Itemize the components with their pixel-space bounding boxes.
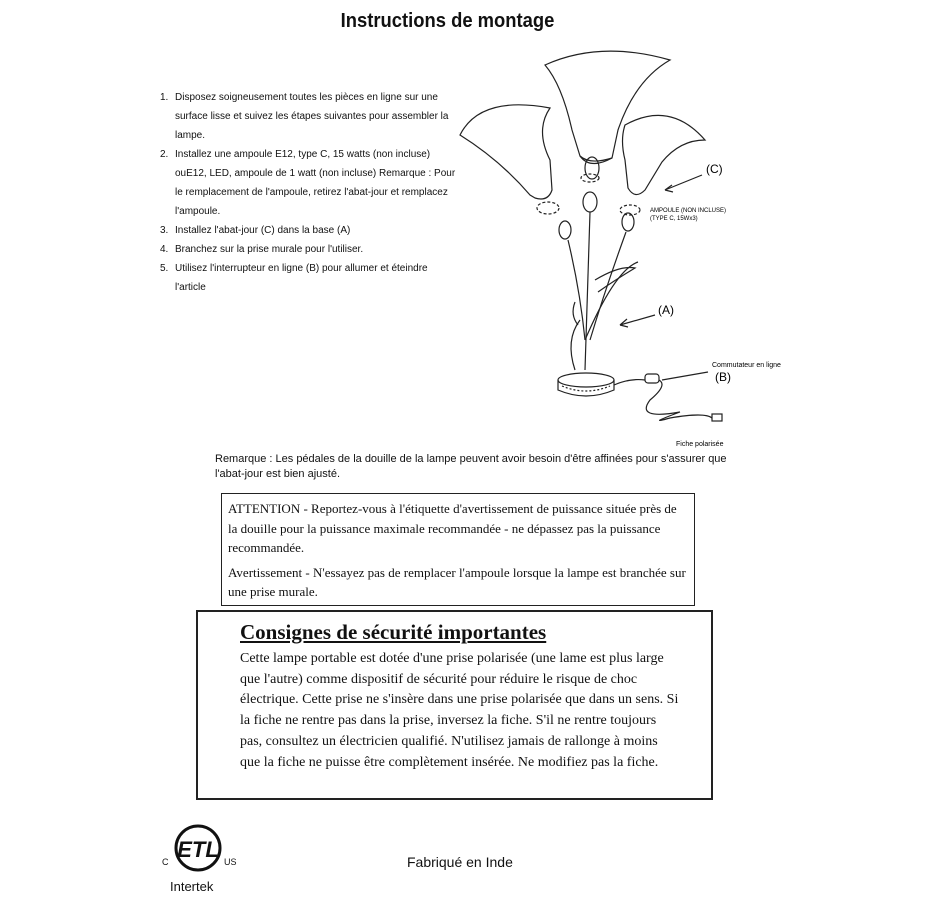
left-bulb <box>559 221 571 239</box>
etl-us: US <box>224 857 237 867</box>
warning-text: Avertissement - N'essayez pas de remplacer l'ampoule lorsque la lampe est branchée sur une prise murale. <box>228 564 686 599</box>
safety-text: Cette lampe portable est dotée d'une prise polarisée (une lame est plus large que l'autre) comme dispositif de sécurité pour réduire le risque de choc électrique. Cette prise ne s'insère dans une prise polarisée que dans un sens. Si la fiche ne rentre pas dans la prise, inversez la fiche. S'il ne rentre toujours pas, consultez un électricien qualifié. N'utilisez jamais de rallonge à moins que la fiche ne puisse être complètement insérée. Ne modifiez pas la fiche. <box>240 651 679 770</box>
right-shade <box>623 115 706 194</box>
label-c: (C) <box>706 162 723 176</box>
lamp-base <box>558 373 614 387</box>
step-number: 3. <box>160 225 169 236</box>
bulb-note-line1: AMPOULE (NON INCLUSE) <box>650 208 727 214</box>
arrow-to-shade <box>665 175 702 190</box>
lamp-illustration <box>440 40 781 450</box>
step-item <box>160 145 460 221</box>
step-item <box>160 88 460 145</box>
label-b: (B) <box>715 370 731 384</box>
step-number: 5. <box>160 263 169 274</box>
inline-switch <box>645 374 659 383</box>
label-a: (A) <box>658 303 674 317</box>
assembly-steps <box>160 88 460 297</box>
plug-label: Fiche polarisée <box>676 441 724 448</box>
step-text: Installez l'abat-jour (C) dans la base (A) <box>175 225 351 236</box>
step-number: 2. <box>160 149 169 160</box>
right-bulb <box>622 213 634 231</box>
etl-mark: ETL <box>177 837 219 862</box>
step-item <box>160 259 460 297</box>
socket-note: Remarque : Les pédales de la douille de la lampe peuvent avoir besoin d'être affinées pour s'assurer que l'abat-jour est bien ajusté. <box>215 453 727 480</box>
etl-certification-logo <box>150 820 260 900</box>
step-text: Disposez soigneusement toutes les pièces en ligne sur une surface lisse et suivez les étapes suivantes pour assembler la lampe. <box>175 92 449 141</box>
attention-text: ATTENTION - Reportez-vous à l'étiquette d'avertissement de puissance située près de la douille pour la puissance maximale recommandée - ne dépassez pas la puissance recommandée. <box>228 501 677 555</box>
page-title: Instructions de montage <box>340 10 555 32</box>
switch-label: Commutateur en ligne <box>712 362 781 369</box>
bulb-note-line2: (TYPE C, 15Wx3) <box>650 216 698 222</box>
etl-company: Intertek <box>170 879 214 894</box>
polarized-plug <box>712 414 722 421</box>
step-item <box>160 221 460 240</box>
attention-box <box>221 493 695 606</box>
step-item <box>160 240 460 259</box>
step-text: Installez une ampoule E12, type C, 15 watts (non incluse) ouE12, LED, ampoule de 1 watt (non incluse) Remarque : Pour le remplacement de l'ampoule, retirez l'abat-jour et remplacez l'ampoule. <box>175 149 456 217</box>
safety-heading: Consignes de sécurité importantes <box>240 620 547 644</box>
left-shade <box>460 105 552 199</box>
step-text: Utilisez l'interrupteur en ligne (B) pour allumer et éteindre l'article <box>175 263 428 293</box>
step-number: 4. <box>160 244 169 255</box>
etl-c: C <box>162 857 169 867</box>
safety-box <box>196 610 713 800</box>
made-in-label: Fabriqué en Inde <box>407 854 513 870</box>
step-text: Branchez sur la prise murale pour l'utiliser. <box>175 244 364 255</box>
step-number: 1. <box>160 92 169 103</box>
